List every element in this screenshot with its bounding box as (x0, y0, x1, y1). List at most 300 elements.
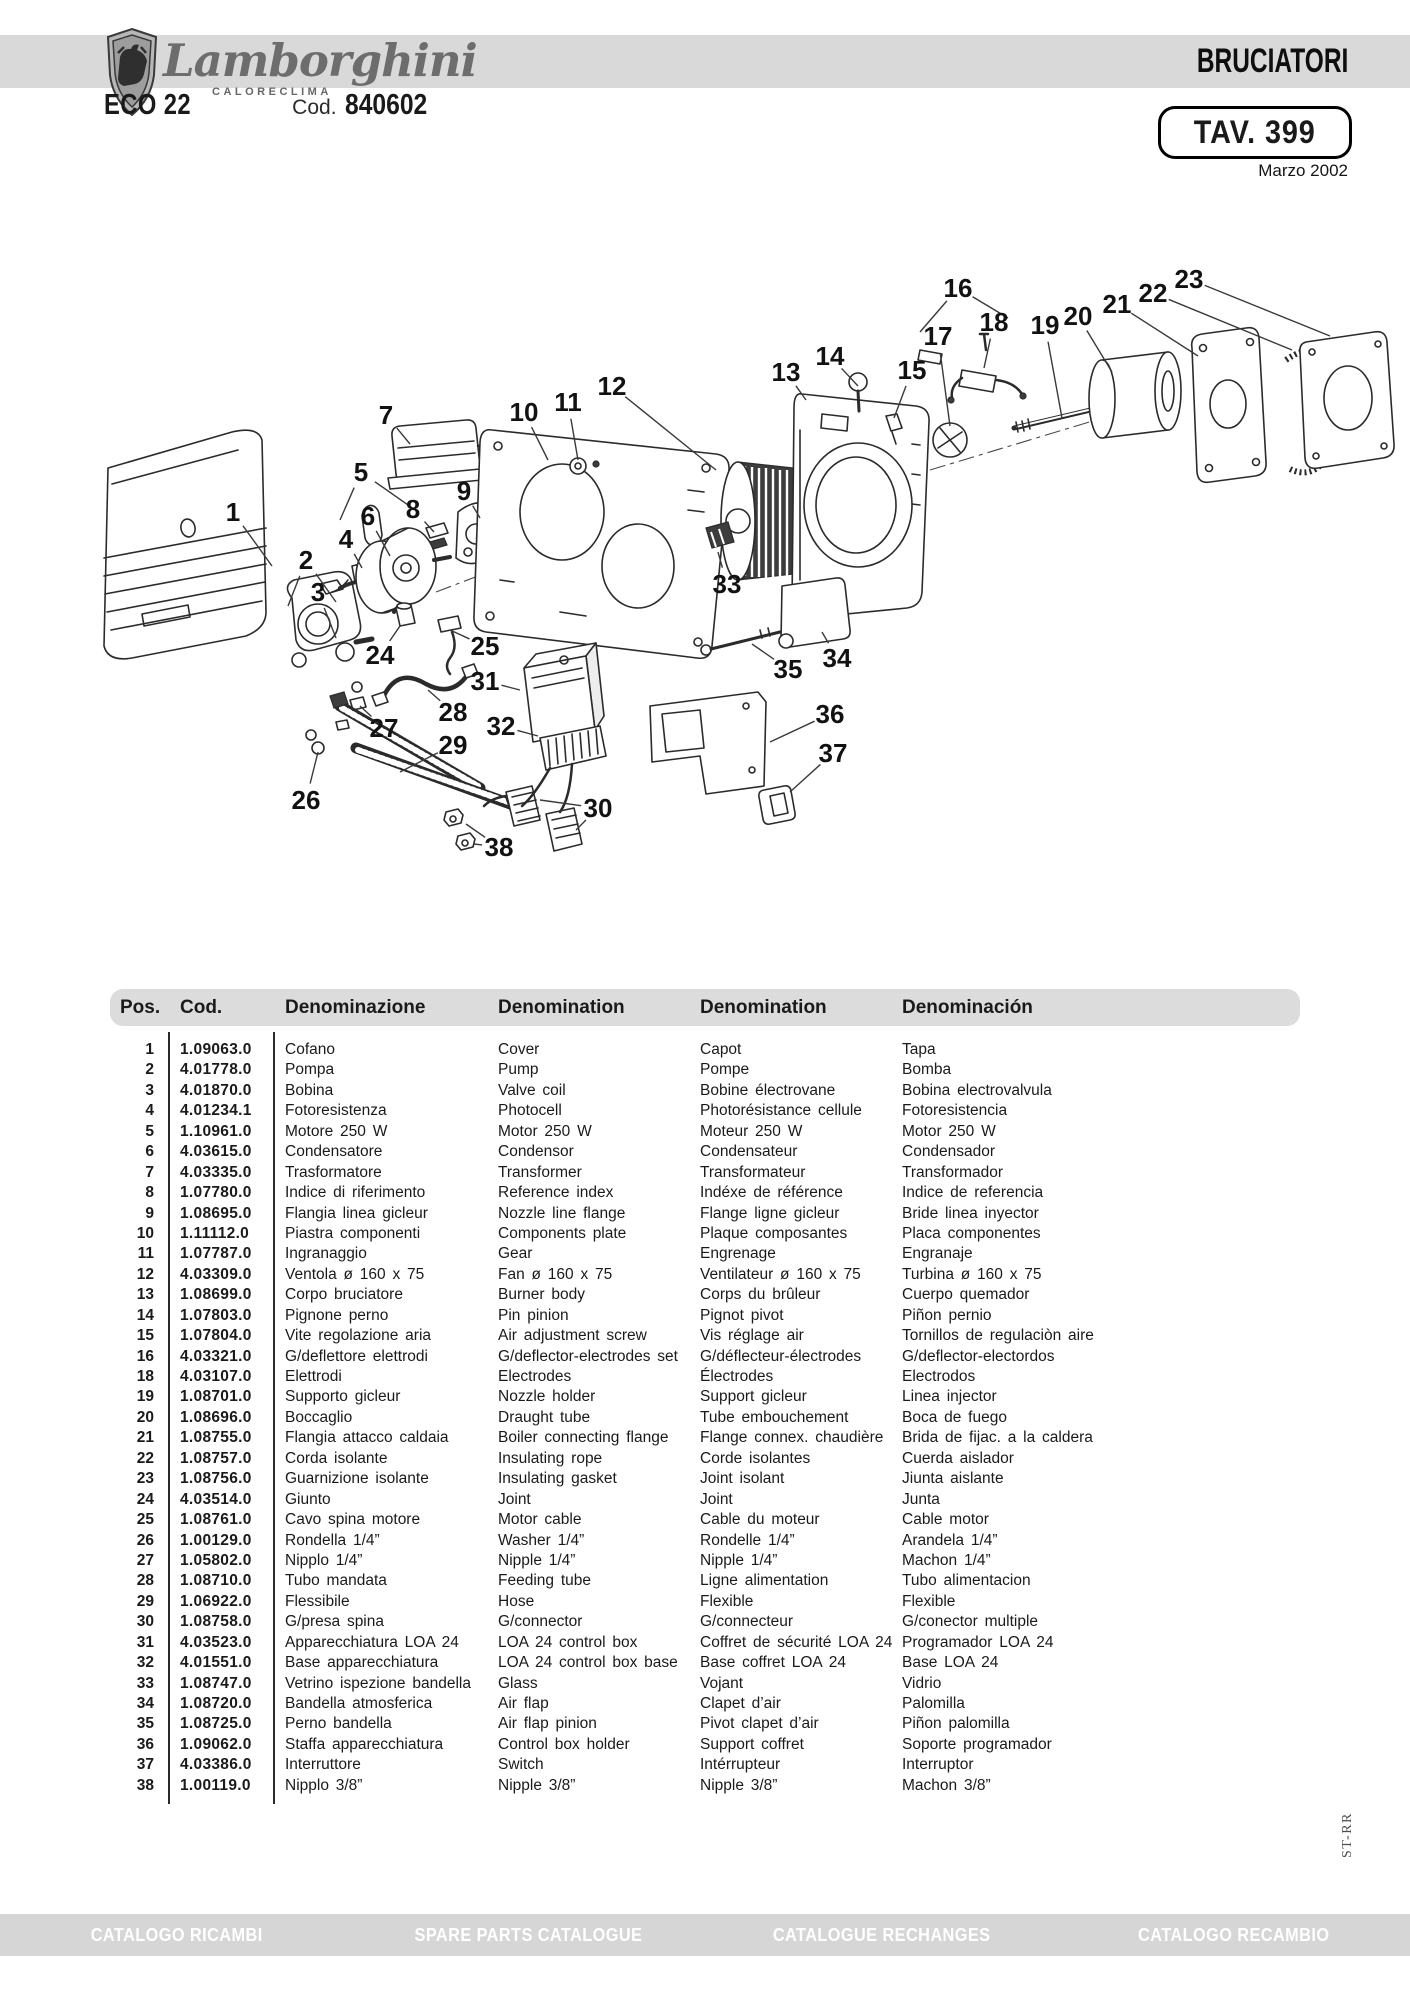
table-row (110, 1244, 1300, 1264)
cell-cod: 1.08725.0 (180, 1715, 252, 1733)
part-number-label: 22 (1138, 278, 1168, 308)
cell-cod: 1.06922.0 (180, 1592, 252, 1610)
cell-pos: 29 (136, 1592, 154, 1610)
cell-cod: 1.10961.0 (180, 1122, 252, 1140)
cell-name-es: Bobina electrovalvula (902, 1081, 1052, 1099)
cell-name-it: Apparecchiatura LOA 24 (285, 1633, 459, 1651)
part-number-label: 35 (773, 654, 803, 684)
cell-pos: 37 (136, 1756, 154, 1774)
cell-name-it: Pompa (285, 1061, 335, 1079)
part-number-label: 18 (979, 307, 1009, 337)
cell-cod: 1.00119.0 (180, 1776, 251, 1794)
cell-name-en: Pin pinion (498, 1306, 569, 1324)
cell-name-en: Transformer (498, 1163, 582, 1181)
cell-pos: 16 (136, 1347, 154, 1365)
cell-name-it: Trasformatore (285, 1163, 382, 1181)
cell-name-it: Flangia attacco caldaia (285, 1429, 449, 1447)
section-title: BRUCIATORI (1196, 42, 1348, 80)
cell-cod: 1.08758.0 (180, 1613, 252, 1631)
cell-name-it: Tubo mandata (285, 1572, 387, 1590)
part-number-label: 10 (509, 397, 539, 427)
part-number-label: 27 (369, 713, 399, 743)
part-number-label: 9 (456, 476, 472, 506)
part-number-label: 31 (470, 666, 500, 696)
cell-name-en: Hose (498, 1592, 535, 1610)
cell-pos: 26 (136, 1531, 154, 1549)
cell-name-en: Electrodes (498, 1368, 572, 1385)
cell-cod: 1.00129.0 (180, 1531, 252, 1549)
cell-name-it: Cavo spina motore (285, 1511, 421, 1529)
part-control-box-holder (650, 692, 766, 794)
cell-name-fr: Plaque composantes (700, 1224, 848, 1242)
cell-name-it: Boccaglio (285, 1408, 353, 1426)
cell-name-fr: Corps du brûleur (700, 1286, 821, 1304)
cell-cod: 1.09063.0 (180, 1041, 252, 1058)
part-number-label: 26 (291, 785, 321, 815)
cell-pos: 33 (136, 1674, 154, 1692)
cell-name-it: Indice di riferimento (285, 1184, 426, 1202)
cell-cod: 1.08699.0 (180, 1286, 252, 1304)
cell-name-fr: Joint isolant (700, 1470, 785, 1488)
part-motor-cable (438, 616, 461, 674)
part-number-label: 24 (365, 640, 395, 670)
cell-pos: 32 (136, 1654, 154, 1672)
part-boiler-flange (1192, 328, 1266, 483)
cell-name-en: Insulating gasket (498, 1470, 617, 1488)
cell-pos: 20 (136, 1408, 154, 1426)
cell-cod: 1.08761.0 (180, 1511, 252, 1529)
cell-name-en: Washer 1/4” (498, 1531, 585, 1549)
table-divider (273, 1032, 275, 1804)
cell-name-es: Transformador (902, 1163, 1004, 1181)
cell-name-fr: Nipple 3/8” (700, 1776, 778, 1794)
cell-name-es: Soporte programador (902, 1735, 1052, 1753)
cell-name-it: Condensatore (285, 1143, 383, 1161)
table-row (110, 1428, 1300, 1448)
cell-name-en: LOA 24 control box (498, 1633, 638, 1651)
cell-name-es: Engranaje (902, 1245, 973, 1263)
cell-name-fr: Électrodes (700, 1368, 774, 1385)
cell-name-fr: Clapet d’air (700, 1695, 781, 1712)
cell-name-it: Interruttore (285, 1756, 361, 1774)
cell-pos: 25 (136, 1511, 154, 1529)
part-number-label: 19 (1030, 310, 1060, 340)
cell-cod: 4.03335.0 (180, 1163, 252, 1181)
cell-pos: 38 (136, 1776, 154, 1794)
cell-name-en: Control box holder (498, 1735, 630, 1753)
cell-name-es: Flexible (902, 1592, 956, 1610)
cell-name-fr: Intérrupteur (700, 1756, 781, 1774)
cell-pos: 36 (136, 1735, 154, 1753)
footer-band (0, 1914, 1410, 1956)
cell-pos: 27 (136, 1551, 154, 1569)
cell-name-en: Air flap (498, 1695, 549, 1712)
cell-name-es: G/conector multiple (902, 1613, 1039, 1631)
footer-item: CATALOGUE RECHANGES (772, 1924, 991, 1945)
cell-name-es: Cable motor (902, 1511, 989, 1529)
part-number-label: 8 (405, 494, 421, 524)
cell-name-fr: Cable du moteur (700, 1511, 820, 1529)
cell-name-fr: Joint (700, 1490, 733, 1508)
table-row (110, 1449, 1300, 1469)
table-divider (168, 1032, 170, 1804)
cell-name-fr: Pompe (700, 1061, 750, 1079)
cell-name-en: Feeding tube (498, 1572, 591, 1590)
cell-name-it: Flangia linea gicleur (285, 1204, 428, 1222)
cell-pos: 15 (136, 1327, 154, 1345)
leader-line (790, 764, 820, 792)
cell-name-it: Rondella 1/4” (285, 1531, 380, 1549)
cell-name-es: Tornillos de regulaciòn aire (902, 1327, 1094, 1345)
table-row (110, 1326, 1300, 1346)
parts-table (110, 1040, 1300, 1796)
table-number: TAV. 399 (1194, 114, 1316, 150)
leader-line (1205, 285, 1330, 336)
cell-pos: 1 (145, 1041, 154, 1058)
table-row (110, 1265, 1300, 1285)
cell-name-it: Elettrodi (285, 1368, 342, 1385)
cell-pos: 22 (136, 1449, 154, 1467)
table-row (110, 1347, 1300, 1367)
part-electrodes-set (918, 334, 1026, 457)
part-nipples (444, 809, 475, 850)
part-number-label: 7 (378, 400, 394, 430)
cell-pos: 9 (145, 1204, 154, 1222)
cell-name-fr: Pivot clapet d’air (700, 1715, 819, 1733)
cell-name-es: Tapa (902, 1041, 936, 1058)
table-row (110, 1592, 1300, 1612)
table-row (110, 1714, 1300, 1734)
cell-name-en: Nozzle line flange (498, 1204, 626, 1222)
cell-name-it: Perno bandella (285, 1715, 392, 1733)
table-row (110, 1571, 1300, 1591)
cell-name-it: Bandella atmosferica (285, 1695, 433, 1712)
cell-name-es: Vidrio (902, 1674, 942, 1692)
leader-line (474, 844, 482, 845)
cell-name-fr: G/connecteur (700, 1613, 794, 1631)
part-number-label: 5 (353, 457, 369, 487)
cell-name-es: Cuerpo quemador (902, 1286, 1030, 1304)
cell-name-it: Flessibile (285, 1592, 350, 1610)
part-air-flap (779, 578, 850, 648)
cell-name-en: Reference index (498, 1184, 614, 1202)
cell-name-fr: Photorésistance cellule (700, 1102, 862, 1120)
part-components-plate (474, 430, 729, 659)
footer-item: CATALOGO RECAMBIO (1138, 1924, 1330, 1945)
part-number-label: 36 (815, 699, 845, 729)
cell-cod: 4.03615.0 (180, 1143, 252, 1161)
table-row (110, 1633, 1300, 1653)
part-number-label: 23 (1174, 264, 1204, 294)
cell-name-en: Gear (498, 1245, 533, 1263)
cell-name-es: Linea injector (902, 1388, 997, 1406)
cell-name-fr: Corde isolantes (700, 1449, 811, 1467)
code-value: 840602 (344, 89, 427, 121)
cell-name-es: G/deflector-electordos (902, 1347, 1055, 1365)
cell-name-it: Nipplo 3/8” (285, 1776, 363, 1794)
cell-cod: 1.08695.0 (180, 1204, 252, 1222)
part-number-label: 2 (298, 545, 314, 575)
cell-name-en: Valve coil (498, 1081, 566, 1099)
table-row (110, 1551, 1300, 1571)
cell-name-it: Pignone perno (285, 1306, 389, 1324)
column-header: Denominación (902, 996, 1033, 1018)
cell-pos: 4 (145, 1102, 154, 1120)
cell-pos: 23 (136, 1470, 154, 1488)
cell-name-it: Motore 250 W (285, 1122, 388, 1140)
table-row (110, 1387, 1300, 1407)
table-row (110, 1306, 1300, 1326)
part-number-label: 37 (818, 738, 848, 768)
table-row (110, 1510, 1300, 1530)
cell-name-es: Cuerda aislador (902, 1449, 1014, 1467)
cell-name-es: Brida de fijac. a la caldera (902, 1429, 1093, 1447)
cell-name-en: Joint (498, 1490, 531, 1508)
table-row (110, 1163, 1300, 1183)
part-number-label: 15 (897, 355, 927, 385)
leader-line (310, 752, 318, 784)
part-number-label: 30 (583, 793, 613, 823)
table-row (110, 1653, 1300, 1673)
cell-name-es: Boca de fuego (902, 1408, 1007, 1426)
cell-name-it: Cofano (285, 1041, 335, 1058)
cell-name-it: G/presa spina (285, 1613, 384, 1631)
cell-cod: 1.08757.0 (180, 1449, 252, 1467)
cell-name-fr: G/déflecteur-électrodes (700, 1347, 862, 1365)
table-row (110, 1183, 1300, 1203)
cell-pos: 6 (145, 1143, 154, 1161)
cell-name-en: Draught tube (498, 1408, 591, 1426)
table-row (110, 1040, 1300, 1060)
cell-name-en: Air flap pinion (498, 1715, 597, 1733)
footer-item: CATALOGO RICAMBI (90, 1924, 263, 1945)
cell-pos: 30 (136, 1613, 154, 1631)
cell-name-es: Piñon palomilla (902, 1715, 1010, 1733)
cell-pos: 28 (136, 1572, 154, 1590)
leader-line (752, 644, 774, 659)
cell-name-en: Air adjustment screw (498, 1327, 647, 1345)
cell-cod: 1.08696.0 (180, 1408, 252, 1426)
cell-name-en: Nipple 3/8” (498, 1776, 576, 1794)
cell-pos: 11 (137, 1245, 154, 1263)
cell-pos: 24 (136, 1490, 154, 1508)
cell-name-fr: Pignot pivot (700, 1306, 784, 1324)
cell-cod: 1.07804.0 (180, 1327, 252, 1345)
cell-name-fr: Vis réglage air (700, 1327, 804, 1345)
part-cover (104, 430, 266, 659)
cell-name-fr: Indéxe de référence (700, 1184, 843, 1202)
cell-name-it: Ventola ø 160 x 75 (285, 1265, 425, 1283)
part-insulating-gasket (1300, 332, 1394, 469)
leader-line (540, 800, 581, 806)
table-row (110, 1224, 1300, 1244)
cell-cod: 1.08756.0 (180, 1470, 252, 1488)
leader-line (340, 488, 354, 520)
cell-cod: 4.03309.0 (180, 1265, 252, 1283)
cell-cod: 4.03523.0 (180, 1633, 252, 1651)
cell-name-es: Motor 250 W (902, 1122, 996, 1140)
cell-name-fr: Flange ligne gicleur (700, 1204, 840, 1222)
part-number-label: 6 (360, 501, 376, 531)
part-number-label: 12 (597, 371, 627, 401)
cell-name-en: G/connector (498, 1613, 583, 1631)
cell-name-en: Components plate (498, 1224, 627, 1242)
cell-cod: 1.07780.0 (180, 1184, 252, 1202)
column-header: Cod. (180, 996, 223, 1018)
cell-name-es: Programador LOA 24 (902, 1633, 1054, 1651)
part-number-label: 4 (338, 524, 354, 554)
cell-name-es: Palomilla (902, 1695, 965, 1712)
leader-line (390, 626, 400, 641)
cell-name-es: Bomba (902, 1061, 952, 1079)
part-number-label: 11 (554, 387, 582, 417)
cell-name-it: Vite regolazione aria (285, 1327, 432, 1345)
cell-name-en: Motor 250 W (498, 1122, 592, 1140)
cell-name-fr: Ventilateur ø 160 x 75 (700, 1265, 861, 1283)
table-row (110, 1776, 1300, 1796)
cell-name-es: Base LOA 24 (902, 1654, 999, 1672)
cell-name-es: Fotoresistencia (902, 1102, 1008, 1120)
cell-name-en: Boiler connecting flange (498, 1429, 669, 1447)
cell-name-it: Corda isolante (285, 1449, 388, 1467)
cell-name-es: Jiunta aislante (902, 1470, 1004, 1488)
cell-name-fr: Base coffret LOA 24 (700, 1654, 846, 1672)
table-row (110, 1142, 1300, 1162)
cell-name-en: Nozzle holder (498, 1388, 596, 1406)
table-row (110, 1612, 1300, 1632)
cell-cod: 1.08755.0 (180, 1429, 252, 1447)
cell-name-it: Piastra componenti (285, 1224, 421, 1242)
cell-name-fr: Bobine électrovane (700, 1081, 836, 1099)
cell-pos: 19 (136, 1388, 154, 1406)
table-row (110, 1122, 1300, 1142)
part-joint (396, 603, 415, 626)
cell-name-fr: Capot (700, 1041, 742, 1058)
cell-name-fr: Flexible (700, 1592, 754, 1610)
cell-name-en: LOA 24 control box base (498, 1654, 678, 1672)
cell-pos: 12 (136, 1265, 154, 1283)
cell-name-en: Glass (498, 1674, 538, 1692)
cell-cod: 1.08720.0 (180, 1695, 252, 1712)
table-row (110, 1204, 1300, 1224)
cell-cod: 1.11112.0 (180, 1224, 250, 1242)
cell-name-en: Insulating rope (498, 1449, 603, 1467)
table-row (110, 1060, 1300, 1080)
part-number-label: 34 (822, 643, 852, 673)
cell-pos: 34 (136, 1695, 154, 1712)
cell-name-en: G/deflector-electrodes set (498, 1347, 678, 1365)
table-row (110, 1755, 1300, 1775)
date-label: Marzo 2002 (1258, 161, 1348, 180)
part-number-label: 29 (438, 730, 468, 760)
cell-name-es: Tubo alimentacion (902, 1572, 1031, 1590)
part-number-label: 16 (943, 273, 973, 303)
cell-pos: 7 (145, 1163, 154, 1181)
cell-name-es: Junta (902, 1490, 940, 1508)
cell-name-es: Arandela 1/4” (902, 1531, 998, 1549)
cell-cod: 4.01234.1 (180, 1102, 252, 1120)
leader-line (501, 685, 520, 690)
cell-pos: 21 (136, 1429, 154, 1447)
cell-name-fr: Tube embouchement (700, 1408, 849, 1426)
table-row (110, 1674, 1300, 1694)
cell-name-en: Pump (498, 1061, 539, 1079)
cell-pos: 13 (136, 1286, 154, 1304)
part-number-label: 21 (1102, 289, 1132, 319)
cell-pos: 3 (145, 1081, 154, 1099)
cell-cod: 4.03514.0 (180, 1490, 252, 1508)
cell-name-it: Corpo bruciatore (285, 1286, 403, 1304)
cell-cod: 1.07787.0 (180, 1245, 252, 1263)
cell-cod: 4.03107.0 (180, 1368, 252, 1385)
cell-name-fr: Condensateur (700, 1143, 798, 1161)
cell-name-fr: Transformateur (700, 1163, 806, 1181)
part-number-label: 3 (310, 577, 326, 607)
cell-name-es: Indice de referencia (902, 1184, 1044, 1202)
part-hoses (330, 692, 524, 810)
cell-name-es: Condensador (902, 1143, 996, 1161)
part-number-label: 32 (486, 711, 516, 741)
cell-pos: 18 (136, 1368, 154, 1385)
cell-name-it: Ingranaggio (285, 1245, 367, 1263)
cell-cod: 1.05802.0 (180, 1551, 252, 1569)
brand-subtitle: CALORECLIMA (212, 86, 332, 98)
cell-cod: 4.03321.0 (180, 1347, 252, 1365)
cell-name-es: Interruptor (902, 1756, 974, 1774)
cell-name-en: Motor cable (498, 1511, 582, 1529)
cell-pos: 31 (136, 1633, 154, 1651)
cell-cod: 1.08710.0 (180, 1572, 252, 1590)
cell-name-es: Piñon pernio (902, 1306, 992, 1324)
cell-pos: 35 (136, 1715, 154, 1733)
cell-name-fr: Support gicleur (700, 1388, 807, 1406)
part-draught-tube (1089, 352, 1181, 438)
exploded-parts-diagram (0, 0, 1410, 910)
leader-line (1131, 313, 1198, 356)
cell-name-it: Base apparecchiatura (285, 1654, 439, 1672)
cell-cod: 4.01870.0 (180, 1081, 252, 1099)
cell-name-fr: Engrenage (700, 1245, 776, 1263)
cell-name-it: Staffa apparecchiatura (285, 1735, 444, 1753)
column-header: Denomination (498, 996, 625, 1018)
cell-pos: 10 (136, 1224, 154, 1242)
brand-script: Lamborghini (163, 34, 477, 87)
cell-name-fr: Moteur 250 W (700, 1122, 803, 1140)
table-row (110, 1081, 1300, 1101)
leader-line (1048, 342, 1062, 418)
cell-name-it: Bobina (285, 1081, 334, 1099)
table-row (110, 1285, 1300, 1305)
cell-cod: 1.09062.0 (180, 1735, 252, 1753)
cell-name-en: Cover (498, 1041, 540, 1058)
cell-name-es: Machon 3/8” (902, 1776, 991, 1794)
cell-name-it: Fotoresistenza (285, 1102, 387, 1120)
cell-name-en: Switch (498, 1756, 544, 1774)
cell-name-en: Photocell (498, 1102, 562, 1120)
footer-item: SPARE PARTS CATALOGUE (414, 1924, 643, 1945)
table-row (110, 1531, 1300, 1551)
cell-name-fr: Flange connex. chaudière (700, 1429, 884, 1447)
cell-cod: 1.08747.0 (180, 1674, 252, 1692)
table-row (110, 1694, 1300, 1714)
cell-name-it: Giunto (285, 1490, 331, 1508)
part-number-label: 14 (815, 341, 845, 371)
table-row (110, 1490, 1300, 1510)
cell-name-es: Electrodos (902, 1368, 976, 1385)
part-number-label: 33 (712, 569, 742, 599)
cell-name-it: G/deflettore elettrodi (285, 1347, 428, 1365)
cell-pos: 5 (145, 1122, 154, 1140)
